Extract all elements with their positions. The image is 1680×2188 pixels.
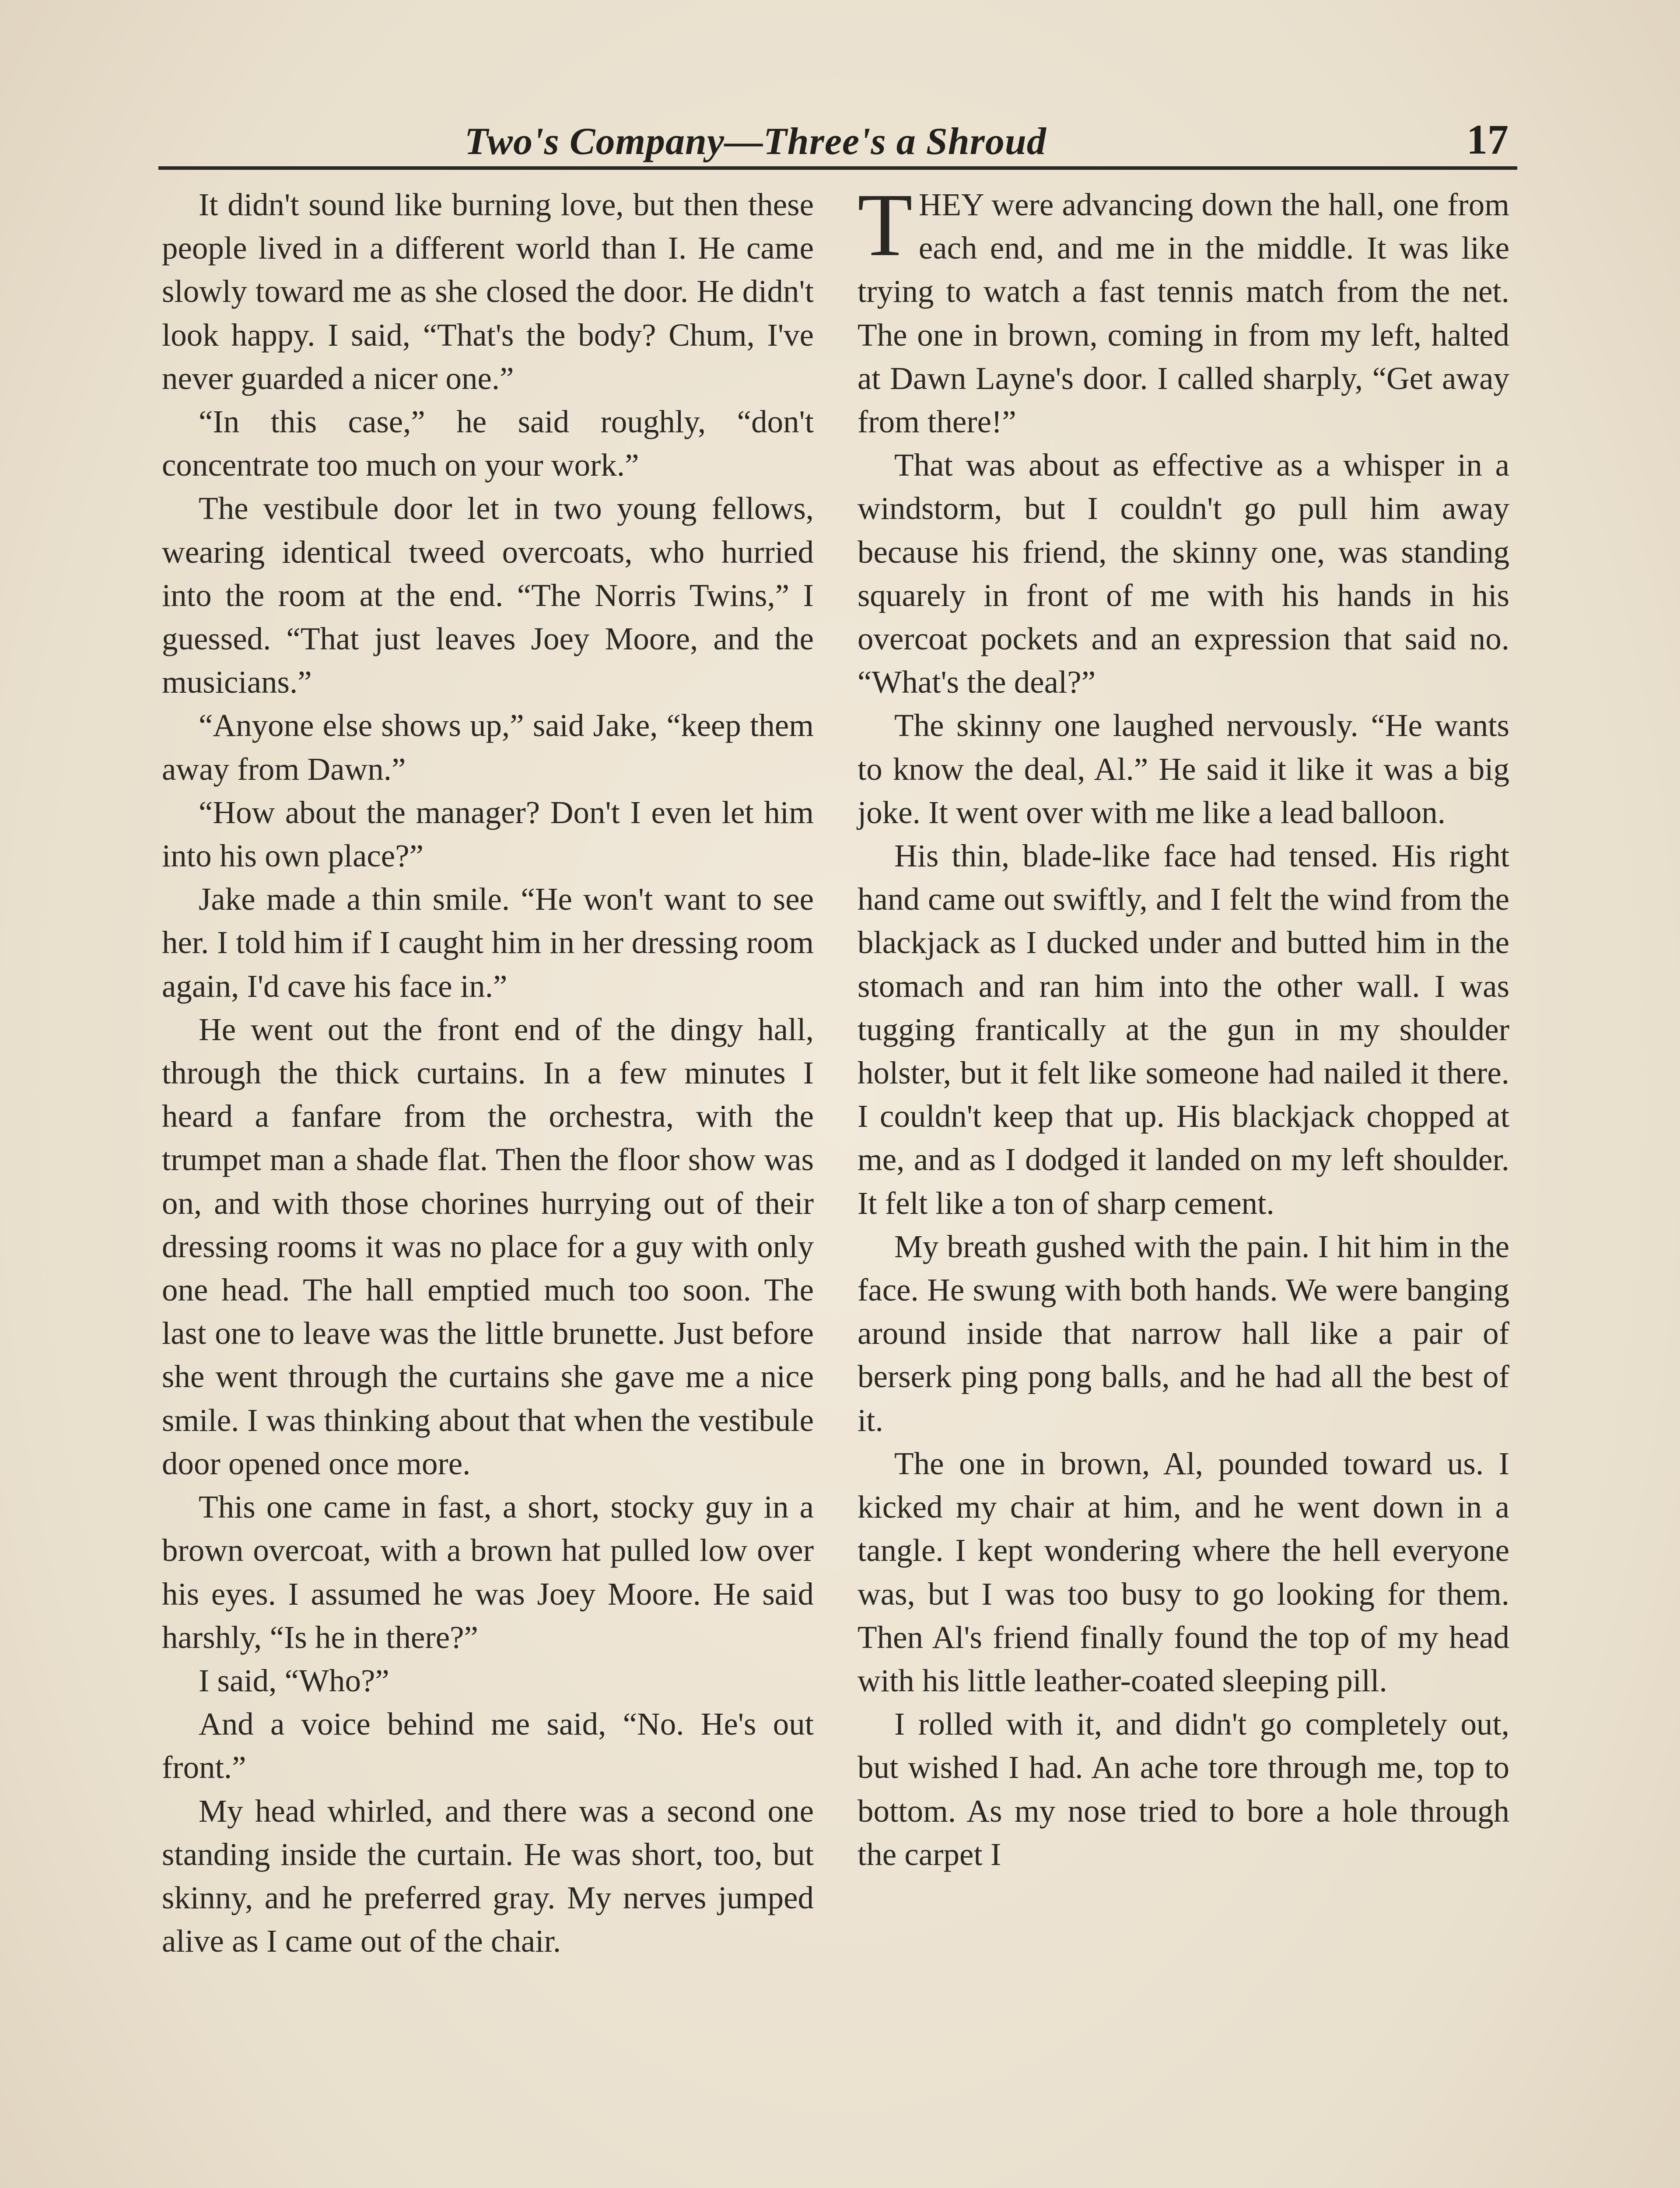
paragraph: It didn't sound like burning love, but then these people lived in a different world than I. He came slowly toward me as she closed the door. He didn't look happy. I said, “That's the body? Chum, I've never guarded a nicer one.” xyxy=(162,187,814,396)
drop-cap: T xyxy=(858,175,913,275)
paragraph: My breath gushed with the pain. I hit him in the face. He swung with both hands. We were banging around inside that narrow hall like a pair of berserk ping pong balls, and he had all the best of it. xyxy=(858,1228,1509,1438)
opening-paragraph xyxy=(858,175,1509,443)
paragraph: “How about the manager? Don't I even let him into his own place?” xyxy=(162,794,814,874)
paragraph: Jake made a thin smile. “He won't want to see her. I told him if I caught him in her dressing room again, I'd cave his face in.” xyxy=(162,881,814,1004)
right-column xyxy=(858,175,1509,1876)
paragraph: The skinny one laughed nervously. “He wants to know the deal, Al.” He said it like it was a big joke. It went over with me like a lead balloon. xyxy=(858,708,1509,830)
paragraph: I rolled with it, and didn't go completely out, but wished I had. An ache tore through me, top to bottom. As my nose tried to bore a hole through the carpet I xyxy=(858,1706,1509,1872)
left-column xyxy=(162,183,814,1963)
page-number: 17 xyxy=(1466,116,1508,163)
paragraph: “In this case,” he said roughly, “don't concentrate too much on your work.” xyxy=(162,404,814,483)
running-header xyxy=(158,117,1517,170)
paragraph: My head whirled, and there was a second one standing inside the curtain. He was short, too, but skinny, and he preferred gray. My nerves jumped alive as I came out of the chair. xyxy=(162,1793,814,1959)
running-title: Two's Company—Three's a Shroud xyxy=(465,120,1046,163)
paragraph: “Anyone else shows up,” said Jake, “keep them away from Dawn.” xyxy=(162,708,814,787)
paragraph: His thin, blade-like face had tensed. His right hand came out swiftly, and I felt the wind from the blackjack as I ducked under and butted him in the stomach and ran him into the other wall. I was tugging frantically at the gun in my shoulder holster, but it felt like someone had nailed it there. I couldn't keep that up. His blackjack chopped at me, and as I dodged it landed on my left shoulder. It felt like a ton of sharp cement. xyxy=(858,838,1509,1221)
paragraph: That was about as effective as a whisper in a windstorm, but I couldn't go pull him away because his friend, the skinny one, was standing squarely in front of me with his hands in his overcoat pockets and an expression that said no. “What's the deal?” xyxy=(858,447,1509,700)
paragraph: This one came in fast, a short, stocky guy in a brown overcoat, with a brown hat pulled low over his eyes. I assumed he was Joey Moore. He said harshly, “Is he in there?” xyxy=(162,1489,814,1655)
paragraph: The one in brown, Al, pounded toward us. I kicked my chair at him, and he went down in a tangle. I kept wondering where the hell everyone was, but I was too busy to go looking for them. Then Al's friend finally found the top of my head with his little leather-coated sleeping pill. xyxy=(858,1445,1509,1698)
paragraph: And a voice behind me said, “No. He's out front.” xyxy=(162,1706,814,1785)
paragraph: I said, “Who?” xyxy=(199,1662,389,1698)
paragraph: He went out the front end of the dingy hall, through the thick curtains. In a few minutes I heard a fanfare from the orchestra, with the trumpet man a shade flat. Then the floor show was on, and with those chorines hurrying out of their dressing rooms it was no place for a guy with only one head. The hall emptied much too soon. The last one to leave was the little brunette. Just before she went through the curtains she gave me a nice smile. I was thinking about that when the vestibule door opened once more. xyxy=(162,1011,814,1481)
opening-paragraph-text: HEY were advancing down the hall, one from each end, and me in the middle. It was like trying to watch a fast tennis match from the net. The one in brown, coming in from my left, halted at Dawn Layne's door. I called sharply, “Get away from there!” xyxy=(858,187,1509,440)
paragraph: The vestibule door let in two young fellows, wearing identical tweed overcoats, who hurried into the room at the end. “The Norris Twins,” I guessed. “That just leaves Joey Moore, and the musicians.” xyxy=(162,491,814,700)
